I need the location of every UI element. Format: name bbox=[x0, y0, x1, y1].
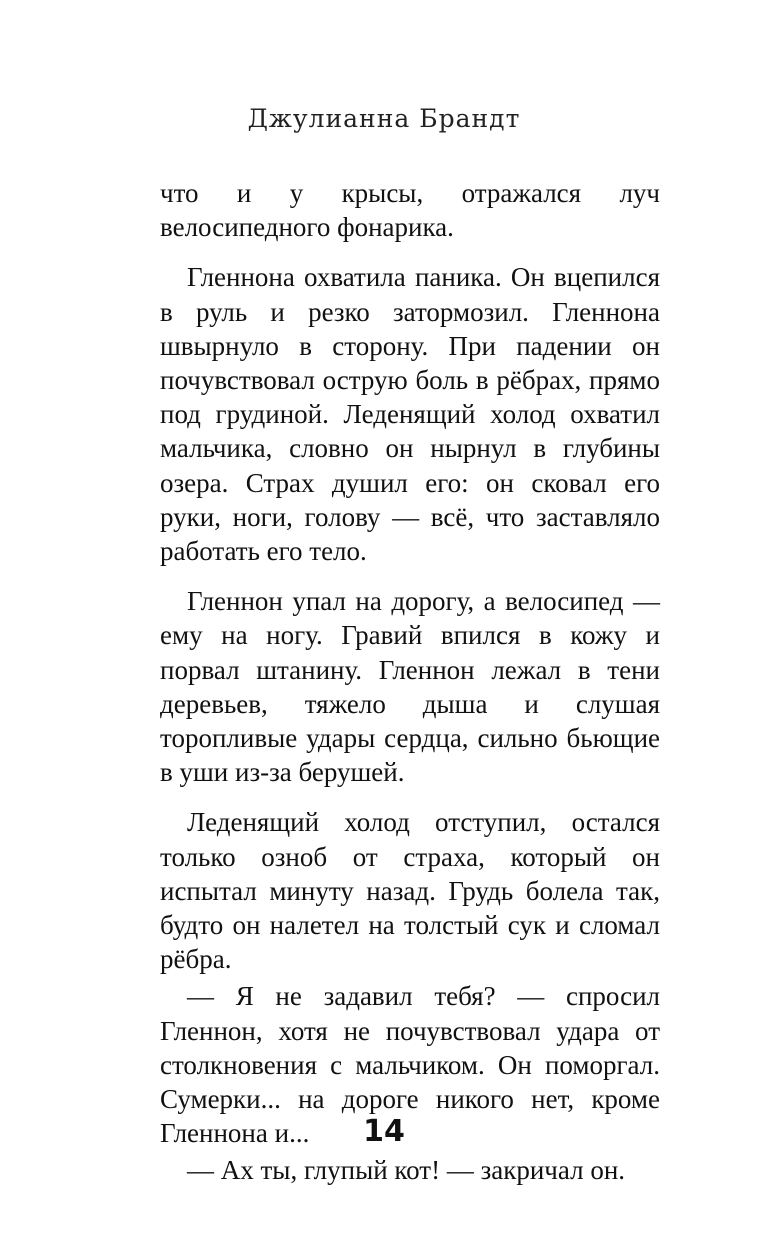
body-text bbox=[160, 176, 660, 1188]
paragraph-continuation: что и у крысы, отражался луч велосипедного фонарика. bbox=[160, 178, 660, 243]
dialogue-paragraph: — Я не задавил тебя? — спросил Гленнон, хотя не почувствовал удара от столкновения с мальчиком. Он поморгал. Сумерки... на дороге никого нет, кроме Гленнона и... bbox=[160, 981, 660, 1149]
page-number: 14 bbox=[363, 1114, 405, 1149]
dialogue-paragraph: — Ах ты, глупый кот! — закричал он. bbox=[187, 1155, 626, 1186]
paragraph: Леденящий холод отступил, остался только озноб от страха, который он испытал минуту назад. Грудь болела так, будто он налетел на толстый сук и сломал рёбра. bbox=[160, 807, 660, 975]
paragraph: Гленнона охватила паника. Он вцепился в руль и резко затормозил. Гленнона швырнуло в сторону. При падении он почувствовал острую боль в рёбрах, прямо под грудиной. Леденящий холод охватил мальчика, словно он нырнул в глубины озера. Страх душил его: он сковал его руки, ноги, голову — всё, что заставляло работать его тело. bbox=[160, 262, 660, 567]
running-header-author: Джулианна Брандт bbox=[247, 104, 521, 133]
paragraph: Гленнон упал на дорогу, а велосипед — ему на ногу. Гравий впился в кожу и порвал штанину. Гленнон лежал в тени деревьев, тяжело дыша и слушая торопливые удары сердца, сильно бьющие в уши из-за берушей. bbox=[160, 586, 660, 788]
